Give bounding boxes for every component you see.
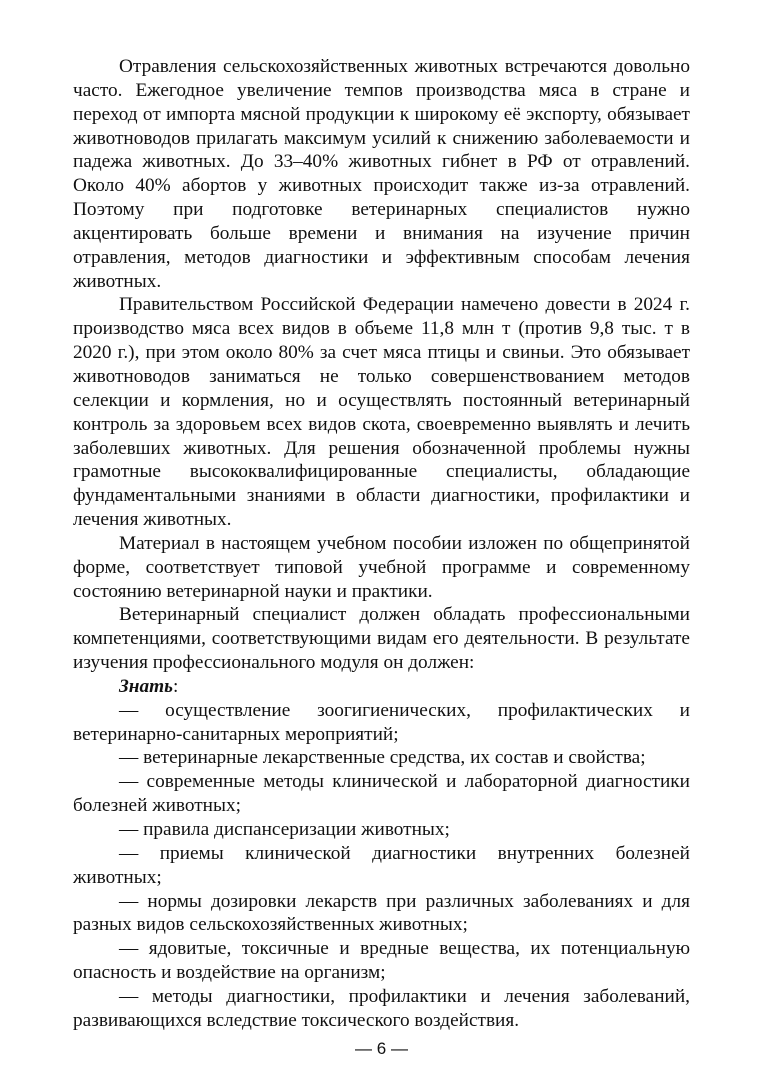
know-list-item: — приемы клинической диагностики внутренних болезней животных; (73, 842, 690, 888)
know-list-item: — ветеринарные лекарственные средства, их состав и свойства; (119, 747, 646, 769)
know-list-item: — ядовитые, токсичные и вредные вещества, их потенциальную опасность и воздействие на организм; (73, 938, 690, 984)
page-number: — 6 — (355, 1039, 408, 1058)
know-list-item: — осуществление зоогигиенических, профилактических и ветеринарно-санитарных мероприятий; (73, 699, 690, 745)
know-heading-colon: : (172, 675, 179, 697)
body-text (73, 55, 690, 1033)
know-list-item: — правила диспансеризации животных; (119, 819, 450, 840)
know-heading-line (73, 675, 690, 699)
know-list-item: — методы диагностики, профилактики и лечения заболеваний, развивающихся вследствие токсического воздействия. (73, 985, 690, 1031)
know-heading: Знать (119, 675, 173, 697)
paragraph-competencies: Ветеринарный специалист должен обладать профессиональными компетенциями, соответствующими видам его деятельности. В результате изучения профессионального модуля он должен: (73, 604, 690, 674)
paragraph-textbook-material: Материал в настоящем учебном пособии изложен по общепринятой форме, соответствует типовой учебной программе и современному состоянию ветеринарной науки и практики. (73, 532, 690, 602)
paragraph-government-plan: Правительством Российской Федерации намечено довести в 2024 г. производство мяса всех видов в объеме 11,8 млн т (против 9,8 тыс. т в 2020 г.), при этом около 80% за счет мяса птицы и свиньи. Это обязывает животноводов заниматься не только совершенствованием методов селекции и кормления, но и осуществлять постоянный ветеринарный контроль за здоровьем всех видов скота, своевременно выявлять и лечить заболевших животных. Для решения обозначенной проблемы нужны грамотные высококвалифицированные специалисты, обладающие фундаментальными знаниями в области диагностики, профилактики и лечения животных. (73, 294, 690, 531)
know-list-item: — нормы дозировки лекарств при различных заболеваниях и для разных видов сельскохозяйственных животных; (73, 890, 690, 936)
paragraph-poisoning-frequency: Отравления сельскохозяйственных животных встречаются довольно часто. Ежегодное увеличение темпов производства мяса в стране и переход от импорта мясной продукции к широкому её экспорту, обязывает животноводов прилагать максимум усилий к снижению заболеваемости и падежа животных. До 33–40% животных гибнет в РФ от отравлений. Около 40% абортов у животных происходит также из-за отравлений. Поэтому при подготовке ветеринарных специалистов нужно акцентировать больше времени и внимания на изучение причин отравления, методов диагностики и эффективным способам лечения животных. (73, 56, 690, 292)
know-list-item: — современные методы клинической и лабораторной диагностики болезней животных; (73, 771, 690, 817)
